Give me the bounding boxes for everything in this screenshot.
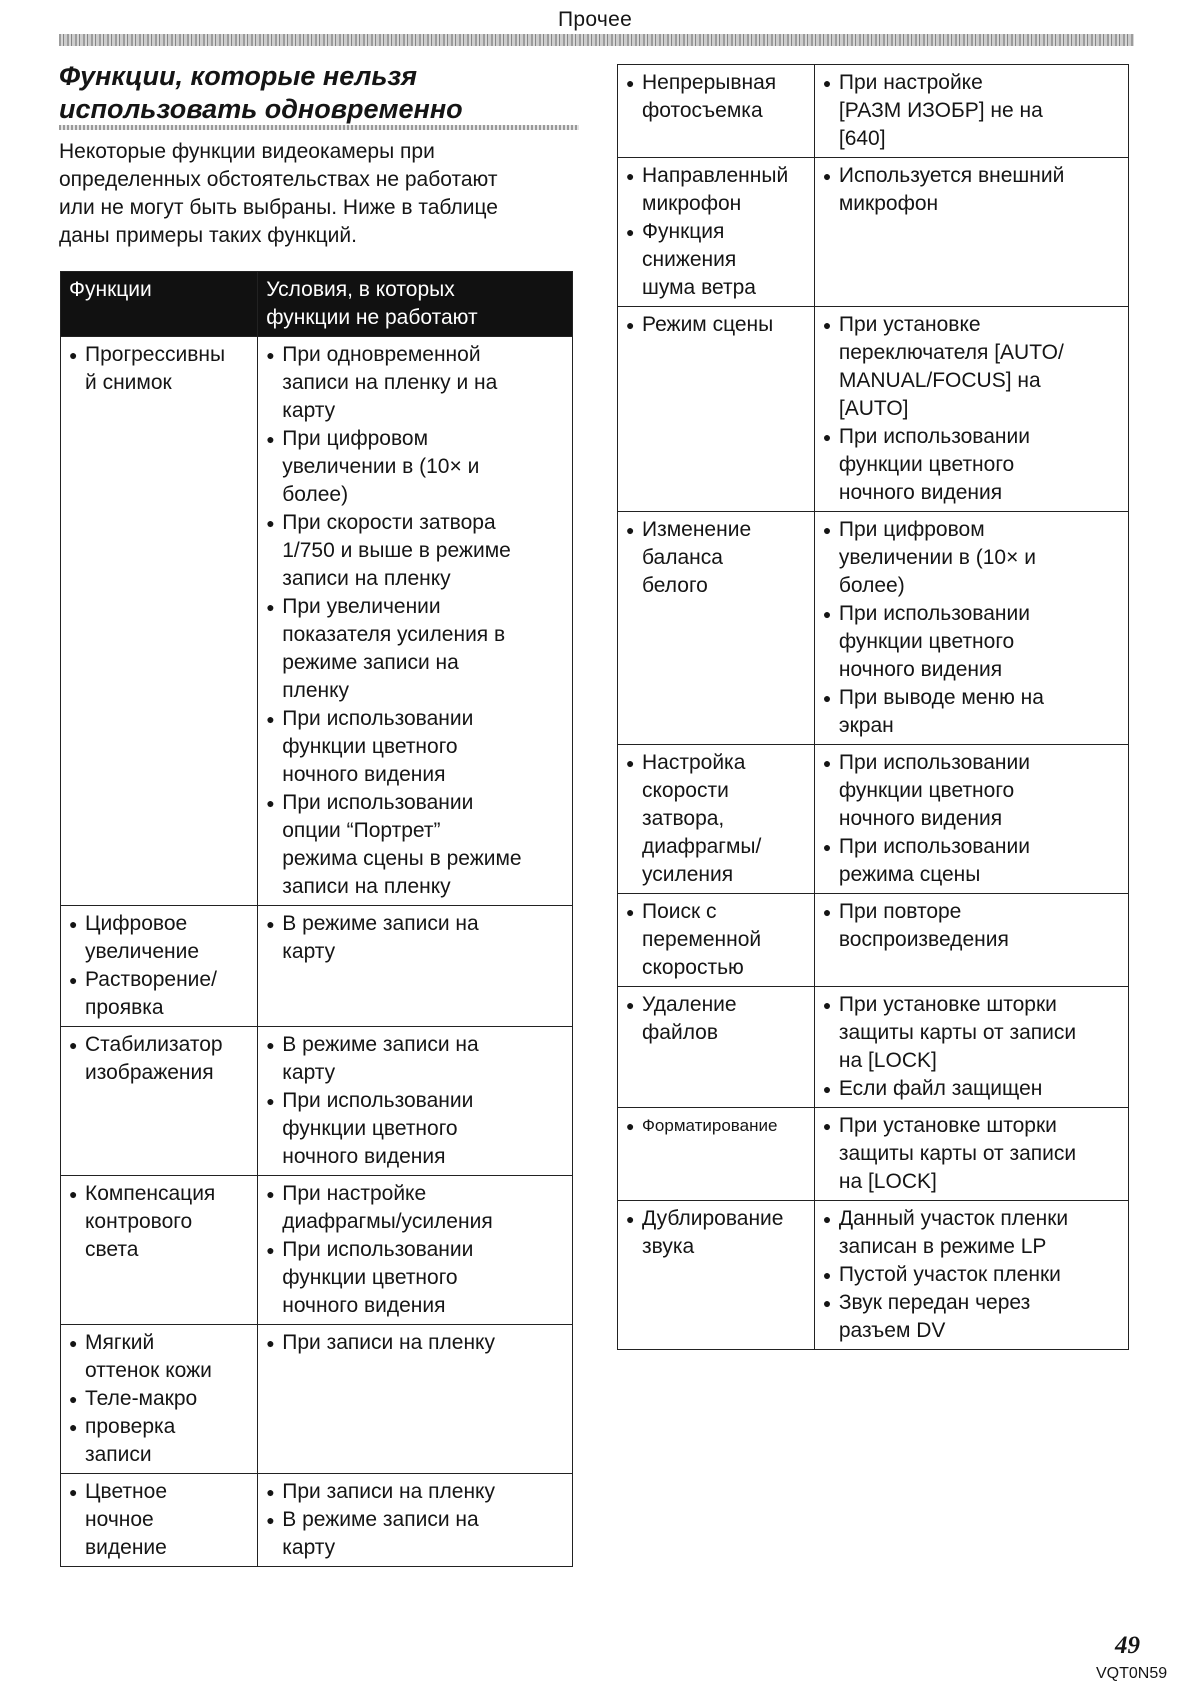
condition-item: ● При использовании функции цветного ночного видения: [266, 1087, 566, 1171]
condition-item: ● При установке переключателя [AUTO/ MANUAL/FOCUS] на [AUTO]: [823, 311, 1122, 423]
condition-item: ● При цифровом увеличении в (10× и более): [266, 425, 566, 509]
condition-item: ● При использовании функции цветного ночного видения: [823, 423, 1122, 507]
condition-item: ● При использовании функции цветного ночного видения: [266, 1236, 566, 1320]
condition-item: ● При использовании функции цветного ночного видения: [823, 600, 1122, 684]
condition-cell-list: [266, 1478, 566, 1562]
function-cell-list: [626, 311, 808, 339]
condition-cell: [814, 987, 1128, 1108]
table-body-right: [618, 65, 1129, 1350]
function-item: ● Цветное ночное видение: [69, 1478, 251, 1562]
condition-cell: [814, 307, 1128, 512]
function-cell: [618, 512, 815, 745]
function-cell: [61, 1325, 258, 1474]
function-cell: [61, 1027, 258, 1176]
intro-line: Некоторые функции видеокамеры при: [59, 140, 435, 163]
function-cell-list: [69, 910, 251, 1022]
table-row: [618, 158, 1129, 307]
function-cell-list: [69, 341, 251, 397]
condition-cell-list: [823, 1205, 1122, 1345]
function-cell-list: [626, 1112, 808, 1140]
condition-item: ● Если файл защищен: [823, 1075, 1122, 1103]
table-body-left: [61, 337, 573, 1567]
function-cell: [61, 1474, 258, 1567]
condition-cell: [258, 1027, 573, 1176]
function-cell-list: [626, 69, 808, 125]
table-row: [618, 512, 1129, 745]
condition-cell: [258, 906, 573, 1027]
condition-item: ● При настройке диафрагмы/усиления: [266, 1180, 566, 1236]
condition-cell-list: [823, 311, 1122, 507]
function-cell: [61, 906, 258, 1027]
table-row: [618, 894, 1129, 987]
condition-item: ● При установке шторки защиты карты от записи на [LOCK]: [823, 991, 1122, 1075]
condition-cell: [814, 65, 1128, 158]
condition-item: ● При одновременной записи на пленку и на карту: [266, 341, 566, 425]
section-title-line: использовать одновременно: [59, 94, 463, 124]
header-rule: [59, 34, 1134, 46]
function-item: ● Теле-макро: [69, 1385, 251, 1413]
function-cell: [618, 1201, 815, 1350]
condition-cell: [258, 1474, 573, 1567]
function-cell: [618, 307, 815, 512]
condition-item: ● При использовании функции цветного ночного видения: [266, 705, 566, 789]
section-title-line: Функции, которые нельзя: [59, 61, 418, 91]
page-number: 49: [1115, 1632, 1140, 1659]
condition-item: ● В режиме записи на карту: [266, 1506, 566, 1562]
condition-item: ● При увеличении показателя усиления в режиме записи на пленку: [266, 593, 566, 705]
condition-cell: [814, 158, 1128, 307]
table-row: [61, 1325, 573, 1474]
function-item: ● Цифровое увеличение: [69, 910, 251, 966]
condition-cell-list: [266, 341, 566, 901]
table-row: [618, 987, 1129, 1108]
function-item: ● Изменение баланса белого: [626, 516, 808, 600]
condition-item: ● При использовании режима сцены: [823, 833, 1122, 889]
condition-cell-list: [823, 162, 1122, 218]
table-row: [618, 745, 1129, 894]
function-item: ● Режим сцены: [626, 311, 808, 339]
condition-cell-list: [823, 749, 1122, 889]
functions-table-right: [617, 64, 1129, 1350]
function-cell-list: [626, 1205, 808, 1261]
intro-line: определенных обстоятельствах не работают: [59, 168, 498, 191]
table-row: [618, 1108, 1129, 1201]
table-row: [61, 1474, 573, 1567]
condition-cell-list: [823, 69, 1122, 153]
condition-cell: [814, 1201, 1128, 1350]
function-cell: [61, 1176, 258, 1325]
condition-item: ● При скорости затвора 1/750 и выше в режиме записи на пленку: [266, 509, 566, 593]
condition-item: ● При использовании функции цветного ночного видения: [823, 749, 1122, 833]
function-cell-list: [626, 162, 808, 302]
function-item: ● Удаление файлов: [626, 991, 808, 1047]
table-row: [61, 906, 573, 1027]
condition-item: ● При выводе меню на экран: [823, 684, 1122, 740]
function-item: ● Непрерывная фотосъемка: [626, 69, 808, 125]
condition-item: ● При установке шторки защиты карты от записи на [LOCK]: [823, 1112, 1122, 1196]
condition-item: ● При использовании опции “Портрет” режима сцены в режиме записи на пленку: [266, 789, 566, 901]
column-header-functions: Функции: [61, 272, 258, 337]
condition-cell: [258, 1176, 573, 1325]
functions-table-left: [60, 271, 573, 1567]
condition-item: ● При настройке [РАЗМ ИЗОБР] не на [640]: [823, 69, 1122, 153]
function-cell-list: [626, 749, 808, 889]
function-cell-list: [626, 991, 808, 1047]
function-cell: [618, 1108, 815, 1201]
function-cell: [618, 65, 815, 158]
condition-cell-list: [266, 1180, 566, 1320]
function-cell: [618, 894, 815, 987]
condition-item: ● При цифровом увеличении в (10× и более): [823, 516, 1122, 600]
function-item: ● проверка записи: [69, 1413, 251, 1469]
function-item: ● Растворение/ проявка: [69, 966, 251, 1022]
function-item: ● Поиск с переменной скоростью: [626, 898, 808, 982]
function-cell: [618, 987, 815, 1108]
function-cell-list: [626, 516, 808, 600]
function-cell-list: [626, 898, 808, 982]
section-title: [59, 60, 579, 126]
condition-cell-list: [823, 516, 1122, 740]
function-cell: [618, 745, 815, 894]
function-item: ● Дублирование звука: [626, 1205, 808, 1261]
function-cell: [61, 337, 258, 906]
page-header-title: Прочее: [557, 8, 633, 31]
intro-line: или не могут быть выбраны. Ниже в таблице: [59, 196, 498, 219]
function-item: ● Компенсация контрового света: [69, 1180, 251, 1264]
document-code: VQT0N59: [1096, 1665, 1168, 1682]
table-row: [618, 1201, 1129, 1350]
condition-cell: [814, 512, 1128, 745]
function-cell: [618, 158, 815, 307]
condition-cell: [814, 1108, 1128, 1201]
column-header-conditions: Условия, в которых функции не работают: [258, 272, 573, 337]
function-item: ● Направленный микрофон: [626, 162, 808, 218]
condition-cell-list: [823, 991, 1122, 1103]
condition-cell-list: [823, 898, 1122, 954]
intro-line: даны примеры таких функций.: [59, 224, 357, 247]
condition-item: ● При записи на пленку: [266, 1478, 566, 1506]
function-cell-list: [69, 1478, 251, 1562]
function-item: ● Прогрессивны й снимок: [69, 341, 251, 397]
condition-item: ● Используется внешний микрофон: [823, 162, 1122, 218]
condition-item: ● Пустой участок пленки: [823, 1261, 1122, 1289]
table-header-row: [61, 272, 573, 337]
function-cell-list: [69, 1329, 251, 1469]
title-rule: [59, 125, 579, 130]
function-item: ● Функция снижения шума ветра: [626, 218, 808, 302]
table-row: [61, 1176, 573, 1325]
condition-cell-list: [266, 910, 566, 966]
table-row: [618, 307, 1129, 512]
condition-item: ● В режиме записи на карту: [266, 1031, 566, 1087]
table-row: [618, 65, 1129, 158]
table-row: [61, 1027, 573, 1176]
function-cell-list: [69, 1031, 251, 1087]
condition-cell-list: [266, 1329, 566, 1357]
condition-item: ● При записи на пленку: [266, 1329, 566, 1357]
condition-item: ● Звук передан через разъем DV: [823, 1289, 1122, 1345]
function-item: ● Мягкий оттенок кожи: [69, 1329, 251, 1385]
function-item: ● Форматирование: [626, 1112, 808, 1140]
function-cell-list: [69, 1180, 251, 1264]
table-row: [61, 337, 573, 906]
condition-cell-list: [823, 1112, 1122, 1196]
condition-cell-list: [266, 1031, 566, 1171]
condition-item: ● При повторе воспроизведения: [823, 898, 1122, 954]
function-item: ● Стабилизатор изображения: [69, 1031, 251, 1087]
intro-paragraph: [59, 138, 579, 250]
condition-cell: [258, 337, 573, 906]
condition-cell: [814, 745, 1128, 894]
condition-item: ● В режиме записи на карту: [266, 910, 566, 966]
condition-cell: [814, 894, 1128, 987]
function-item: ● Настройка скорости затвора, диафрагмы/ усиления: [626, 749, 808, 889]
condition-cell: [258, 1325, 573, 1474]
condition-item: ● Данный участок пленки записан в режиме LP: [823, 1205, 1122, 1261]
